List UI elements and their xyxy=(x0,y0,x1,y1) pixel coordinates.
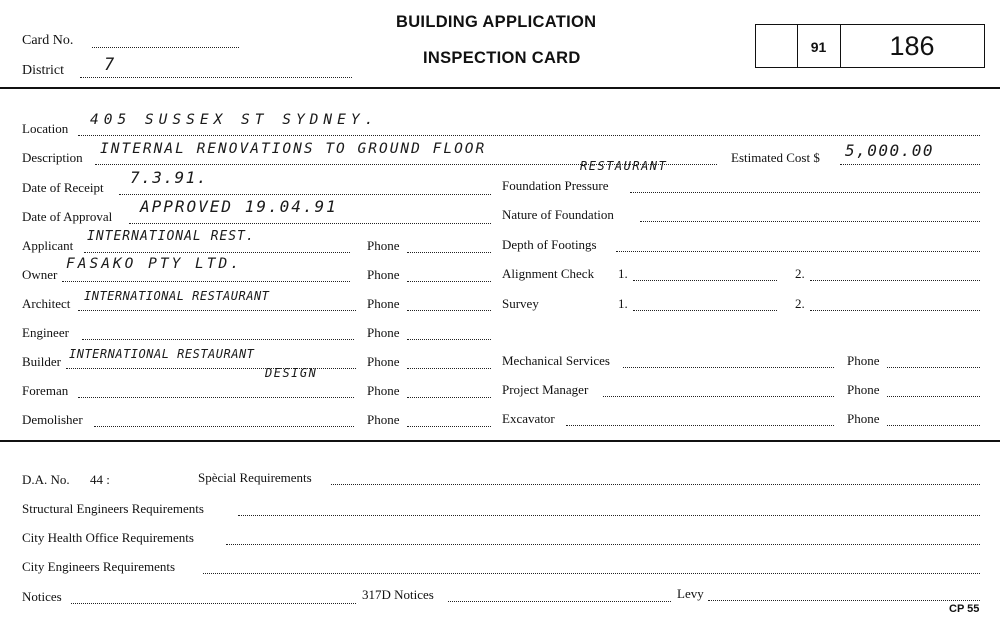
applicant-phone-field[interactable] xyxy=(407,251,491,253)
title-line1: BUILDING APPLICATION xyxy=(396,13,597,31)
depth-of-footings-label: Depth of Footings xyxy=(502,237,597,252)
excavator-phone-field[interactable] xyxy=(887,424,980,426)
foundation-pressure-field[interactable] xyxy=(630,191,980,193)
nature-of-foundation-field[interactable] xyxy=(640,220,980,222)
date-of-approval-value: APPROVED 19.04.91 xyxy=(140,197,338,216)
location-label: Location xyxy=(22,121,69,136)
project-manager-phone-label: Phone xyxy=(847,382,880,397)
alignment-check-num1: 1. xyxy=(618,266,628,281)
district-field[interactable] xyxy=(80,76,352,78)
survey-field-2[interactable] xyxy=(810,309,980,311)
date-of-receipt-field[interactable] xyxy=(119,193,491,195)
structural-field[interactable] xyxy=(238,514,980,516)
architect-label: Architect xyxy=(22,296,71,311)
excavator-label: Excavator xyxy=(502,411,555,426)
location-value: 405 SUSSEX ST SYDNEY. xyxy=(90,112,379,128)
notices-317d-field[interactable] xyxy=(448,600,671,602)
builder-label: Builder xyxy=(22,354,61,369)
description-value-line2: RESTAURANT xyxy=(580,159,668,173)
foreman-label: Foreman xyxy=(22,383,69,398)
builder-phone-field[interactable] xyxy=(407,367,491,369)
demolisher-phone-label: Phone xyxy=(367,412,400,427)
estimated-cost-value: 5,000.00 xyxy=(845,141,935,160)
engineer-phone-label: Phone xyxy=(367,325,400,340)
date-of-approval-field[interactable] xyxy=(129,222,491,224)
architect-phone-field[interactable] xyxy=(407,309,491,311)
notices-317d-label: 317D Notices xyxy=(362,587,434,602)
notices-label: Notices xyxy=(22,589,62,604)
levy-label: Levy xyxy=(677,586,704,601)
date-of-receipt-value: 7.3.91. xyxy=(130,168,208,187)
blank-cell xyxy=(756,25,798,67)
architect-field[interactable] xyxy=(78,309,356,311)
mechanical-services-phone-label: Phone xyxy=(847,353,880,368)
header-divider xyxy=(0,87,1000,89)
card-number-box xyxy=(755,24,985,68)
date-of-approval-label: Date of Approval xyxy=(22,209,113,224)
mechanical-services-phone-field[interactable] xyxy=(887,366,980,368)
project-manager-field[interactable] xyxy=(603,395,834,397)
year-code: 91 xyxy=(810,39,827,55)
project-manager-phone-field[interactable] xyxy=(887,395,980,397)
da-no-value: 44 : xyxy=(90,472,110,487)
description-label: Description xyxy=(22,150,83,165)
levy-field[interactable] xyxy=(708,599,980,601)
survey-num2: 2. xyxy=(795,296,805,311)
special-requirements-field[interactable] xyxy=(331,483,980,485)
alignment-check-field-2[interactable] xyxy=(810,279,980,281)
builder-phone-label: Phone xyxy=(367,354,400,369)
estimated-cost-field[interactable] xyxy=(840,163,980,165)
district-label: District xyxy=(22,63,64,78)
architect-value: INTERNATIONAL RESTAURANT xyxy=(84,289,270,303)
form-code: CP 55 xyxy=(949,603,980,615)
builder-value: INTERNATIONAL RESTAURANT xyxy=(69,347,255,361)
owner-phone-label: Phone xyxy=(367,267,400,282)
demolisher-field[interactable] xyxy=(94,425,354,427)
excavator-field[interactable] xyxy=(566,424,834,426)
card-no-field[interactable] xyxy=(92,46,239,48)
description-value: INTERNAL RENOVATIONS TO GROUND FLOOR xyxy=(100,141,487,157)
card-no-label: Card No. xyxy=(22,33,74,48)
applicant-phone-label: Phone xyxy=(367,238,400,253)
title-line2: INSPECTION CARD xyxy=(423,49,581,67)
architect-phone-label: Phone xyxy=(367,296,400,311)
estimated-cost-label: Estimated Cost $ xyxy=(731,150,820,165)
survey-label: Survey xyxy=(502,296,539,311)
engineer-phone-field[interactable] xyxy=(407,338,491,340)
applicant-label: Applicant xyxy=(22,238,74,253)
nature-of-foundation-label: Nature of Foundation xyxy=(502,207,614,222)
owner-field[interactable] xyxy=(62,280,350,282)
engineer-label: Engineer xyxy=(22,325,69,340)
location-field[interactable] xyxy=(78,134,980,136)
applicant-field[interactable] xyxy=(84,251,350,253)
card-number: 186 xyxy=(889,31,935,61)
foreman-phone-field[interactable] xyxy=(407,396,491,398)
foundation-pressure-label: Foundation Pressure xyxy=(502,178,609,193)
section-divider xyxy=(0,440,1000,442)
special-requirements-label: Spècial Requirements xyxy=(198,470,312,485)
foreman-phone-label: Phone xyxy=(367,383,400,398)
alignment-check-label: Alignment Check xyxy=(502,266,595,281)
builder-value-line2: DESIGN xyxy=(265,366,318,380)
applicant-value: INTERNATIONAL REST. xyxy=(87,229,255,244)
district-value: 7 xyxy=(104,55,116,75)
owner-value: FASAKO PTY LTD. xyxy=(66,256,242,272)
da-no-label: D.A. No. xyxy=(22,472,70,487)
depth-of-footings-field[interactable] xyxy=(616,250,980,252)
mechanical-services-label: Mechanical Services xyxy=(502,353,610,368)
health-field[interactable] xyxy=(226,543,980,545)
alignment-check-field-1[interactable] xyxy=(633,279,777,281)
health-label: City Health Office Requirements xyxy=(22,530,194,545)
foreman-field[interactable] xyxy=(78,396,354,398)
owner-phone-field[interactable] xyxy=(407,280,491,282)
structural-label: Structural Engineers Requirements xyxy=(22,501,204,516)
engineer-field[interactable] xyxy=(82,338,354,340)
survey-num1: 1. xyxy=(618,296,628,311)
project-manager-label: Project Manager xyxy=(502,382,589,397)
notices-field[interactable] xyxy=(71,602,356,604)
demolisher-phone-field[interactable] xyxy=(407,425,491,427)
engineers-field[interactable] xyxy=(203,572,980,574)
alignment-check-num2: 2. xyxy=(795,266,805,281)
date-of-receipt-label: Date of Receipt xyxy=(22,180,104,195)
excavator-phone-label: Phone xyxy=(847,411,880,426)
mechanical-services-field[interactable] xyxy=(623,366,834,368)
survey-field-1[interactable] xyxy=(633,309,777,311)
owner-label: Owner xyxy=(22,267,58,282)
demolisher-label: Demolisher xyxy=(22,412,83,427)
engineers-label: City Engineers Requirements xyxy=(22,559,176,574)
